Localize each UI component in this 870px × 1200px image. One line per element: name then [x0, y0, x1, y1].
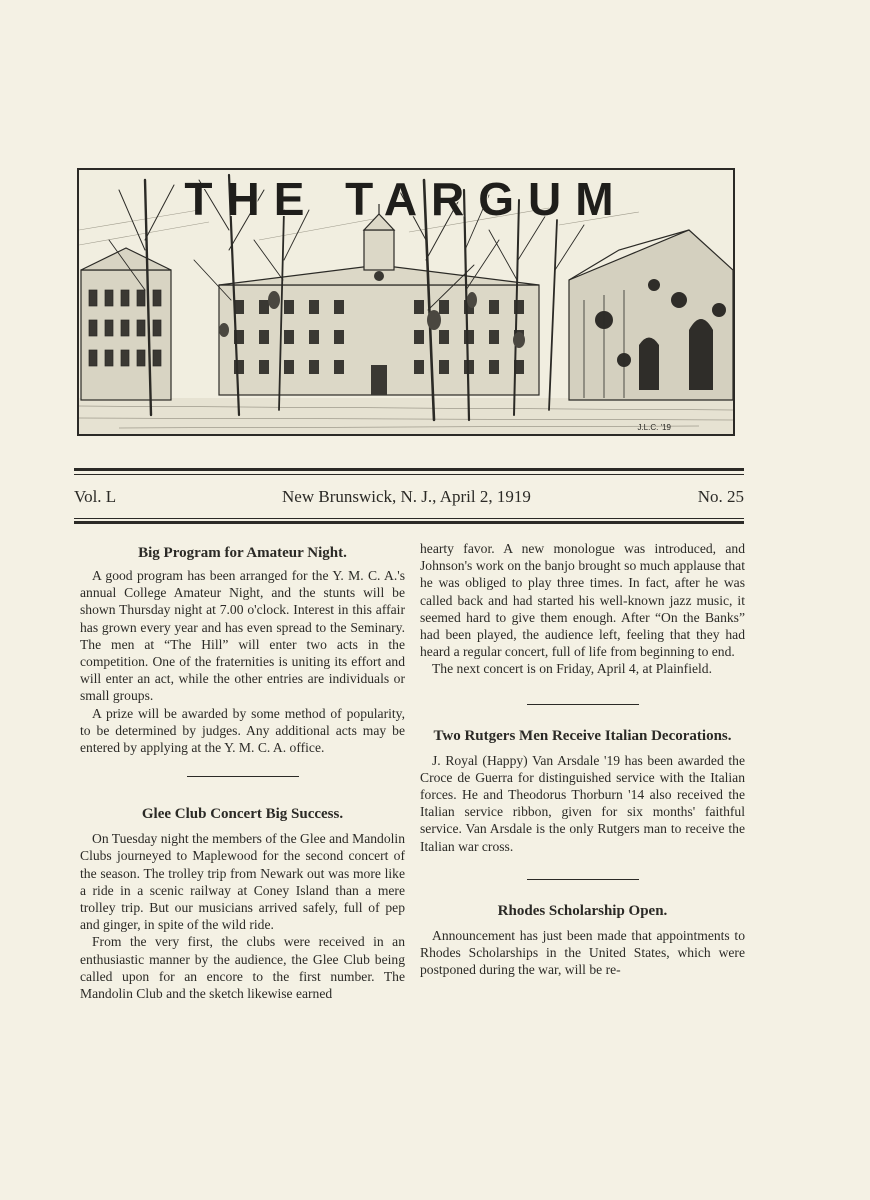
amateur-night-paragraph-2: A prize will be awarded by some method of popularity, to be determined by judges. Any additional acts may be entered by applying at the Y. M. C. A. office. [80, 705, 405, 756]
dateline [74, 482, 744, 512]
place-date: New Brunswick, N. J., April 2, 1919 [282, 487, 531, 506]
masthead-illustration [77, 168, 735, 436]
article-divider [187, 776, 299, 777]
glee-club-paragraph-2: From the very first, the clubs were received in an enthusiastic manner by the audience, the Glee Club being called upon for an encore to the first number. The Mandolin Club and the sketch likewise earned [80, 934, 405, 1002]
issue-number: No. 25 [697, 487, 744, 506]
glee-club-paragraph-2-continued: hearty favor. A new monologue was introduced, and Johnson's work on the banjo brought so much applause that he was obliged to play three times. In fact, after he was called back and had started his well-known jazz music, it seemed hard to give them enough. After “On the Banks” had been played, the audience left, feeling that they had heard a regular concert, full of life from beginning to end. [420, 541, 745, 660]
top-rule-thick [74, 468, 744, 471]
masthead-title: THE TARGUM [184, 173, 628, 225]
volume-label: Vol. L [74, 487, 117, 506]
bottom-rule-thick [74, 521, 744, 524]
article-divider [527, 879, 639, 880]
glee-club-paragraph-1: On Tuesday night the members of the Glee and Mandolin Clubs journeyed to Maplewood for the second concert of the season. The trolley trip from Newark out was more like a ride in a scenic railway at Coney Island than a mere trolley trip. But our musicians arrived safely, full of pep and ginger, in spite of the wild ride. [80, 831, 405, 933]
bottom-rule-thin [74, 518, 744, 519]
headline-rhodes: Rhodes Scholarship Open. [497, 902, 668, 919]
article-divider [527, 704, 639, 705]
headline-glee-club: Glee Club Concert Big Success. [141, 806, 344, 823]
amateur-night-paragraph-1: A good program has been arranged for the Y. M. C. A.'s annual College Amateur Night, and the stunts will be shown Thursday night at 7.00 o'clock. Interest in this affair has grown every year and has even spread to the Seminary. The men at “The Hill” will enter two acts in the competition. One of the fraternities is uniting its effort and will enter an act, while the other entries are individuals or small groups. [80, 568, 405, 704]
headline-amateur-night: Big Program for Amateur Night. [138, 545, 347, 561]
italian-decorations-paragraph-1: J. Royal (Happy) Van Arsdale '19 has been awarded the Croce de Guerra for distinguished service with the Italian forces. He and Theodorus Thorburn '14 also received the Italian service ribbon, given for six months' faithful service. Van Arsdale is the only Rutgers man to receive the Italian war cross. [420, 752, 745, 854]
right-column [420, 540, 745, 978]
glee-club-paragraph-3: The next concert is on Friday, April 4, at Plainfield. [432, 661, 712, 677]
headline-italian-decorations: Two Rutgers Men Receive Italian Decorations. [433, 727, 732, 744]
artist-signature: J.L.C. '19 [637, 423, 671, 432]
rhodes-paragraph-1: Announcement has just been made that appointments to Rhodes Scholarships in the United States, which were postponed during the war, will be re- [420, 927, 745, 978]
top-rule-thin [74, 474, 744, 475]
left-column [80, 540, 405, 1002]
